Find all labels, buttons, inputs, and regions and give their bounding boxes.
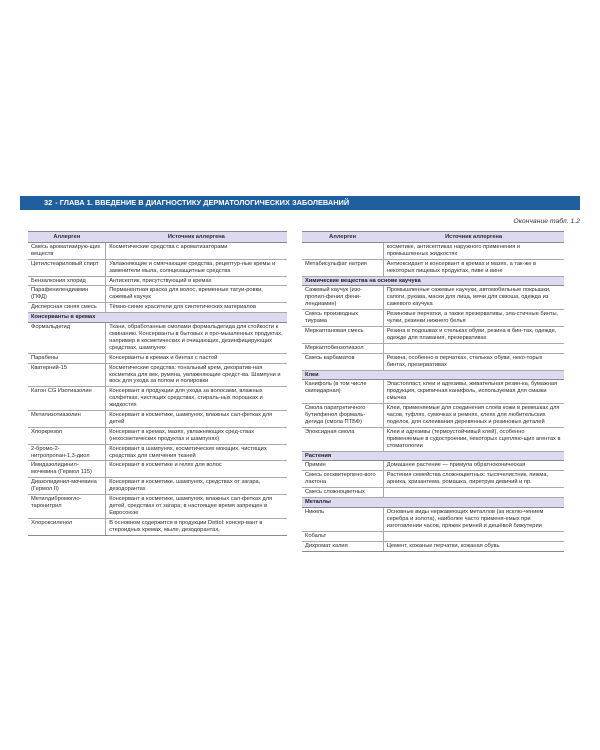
allergen-cell: Кватерний-15 <box>28 363 106 387</box>
source-cell: Ткани, обработанные смолами формальдегида для стойкости к сминанию. Консерванты в бытовых и про-мышленных продуктах, например в косметических и очищающих, дезинфицирующих средствах, шампунях <box>106 323 287 354</box>
source-cell: Резина, особенно в перчатках, стельках обуви, неко-торых бинтах, презервативах <box>383 353 564 370</box>
allergen-table-right-body <box>302 242 564 551</box>
source-cell: Домашнее растение — примула обратноконическая <box>383 461 564 471</box>
allergen-cell: Цетилстеариловый спирт <box>28 259 106 276</box>
allergen-cell: Кобальт <box>302 531 383 541</box>
source-cell: Клеи, применяемые для соединения слоёв кожи в ремешках для часов, туфлях, сумочках и ремнях, клеях для любительских поделок, для склеивания деревянных и резиновых деталей <box>383 404 564 428</box>
allergen-table-left <box>28 231 287 536</box>
allergen-cell: Хлороксиленол <box>28 518 106 535</box>
table-row <box>302 380 564 404</box>
table-row <box>28 518 287 535</box>
table-row <box>28 242 287 259</box>
table-row <box>28 387 287 411</box>
table-row <box>302 310 564 327</box>
allergen-cell: Смола паратретичного бутилфенол формаль-дегида (смола ПТБФ) <box>302 404 383 428</box>
table-row <box>28 276 287 286</box>
table-row <box>28 259 287 276</box>
section-title: Растения <box>302 451 564 461</box>
source-cell: Антисептик, присутствующий в кремах <box>106 276 287 286</box>
column-header-allergen: Аллерген <box>28 232 106 243</box>
source-cell: Консервант в косметике и гелях для волос <box>106 461 287 478</box>
allergen-cell: Метилизотиазолин <box>28 411 106 428</box>
allergen-cell: Диазолидинил-мочевина (Гермол II) <box>28 478 106 495</box>
allergen-cell: Дихромат калия <box>302 541 383 551</box>
source-cell: Консерванты в кремах и бинтах с пастой <box>106 353 287 363</box>
allergen-cell: Канифоль (в том числе скипидарная) <box>302 380 383 404</box>
table-row <box>302 242 564 259</box>
table-continuation-caption: Окончание табл. 1.2 <box>513 218 580 225</box>
chapter-title: - ГЛАВА 1. ВВЕДЕНИЕ В ДИАГНОСТИКУ ДЕРМАТОЛОГИЧЕСКИХ ЗАБОЛЕВАНИЙ <box>55 198 350 207</box>
table-row <box>302 531 564 541</box>
section-row <box>302 370 564 380</box>
section-row <box>302 276 564 286</box>
source-cell: В основном содержится в продукции Dettol: консер-вант в стероидных кремах, мыле, дезодорантах, <box>106 518 287 535</box>
table-row <box>28 444 287 461</box>
source-cell <box>383 343 564 353</box>
table-row <box>302 508 564 532</box>
source-cell: Резиновые перчатки, а также презервативы, эла-стичные бинты, чулки, резинки нижнего белья <box>383 310 564 327</box>
allergen-table-left-body <box>28 242 287 535</box>
table-header-row <box>28 232 287 243</box>
allergen-cell: Эпоксидная смола <box>302 427 383 451</box>
table-row <box>28 427 287 444</box>
allergen-cell: Смесь производных тиурама <box>302 310 383 327</box>
allergen-cell: Парафенилендиамин (ПФД) <box>28 286 106 303</box>
table-row <box>28 411 287 428</box>
allergen-cell: 2-бромо-2-нитропропан-1,3-диол <box>28 444 106 461</box>
allergen-cell: Смесь ароматизирую-щих веществ <box>28 242 106 259</box>
allergen-cell: Примин <box>302 461 383 471</box>
allergen-cell: Смесь сложноцветных <box>302 488 383 498</box>
source-cell: Консервант в косметике, шампунях, средствах от загара, дезодорантах <box>106 478 287 495</box>
column-header-source: Источник аллергена <box>383 232 564 243</box>
source-cell: Консервант в кремах, мазях, увлажняющих сред-ствах (нехосметических продуктах и шампунях) <box>106 427 287 444</box>
section-title: Консерванты в кремах <box>28 313 287 323</box>
allergen-cell: Имидазолидинил-мочевина (Гермол 115) <box>28 461 106 478</box>
source-cell: Консервант в косметике, шампунях, влажных сал-фетках для детей, средствах от загара; в настоящее время запрещен в Евросоюзе <box>106 495 287 519</box>
table-row <box>302 326 564 343</box>
source-cell: Растения семейства сложноцветных: тысячелистник, пижма, арника, хризантема, ромашка, пиретрум девичий и пр. <box>383 471 564 488</box>
allergen-cell: Хлоркрезол <box>28 427 106 444</box>
source-cell: Эластопласт, клеи и адгезивы, живательная резин-ка, бумажная продукция, скрипичная канифоль, используемая для смазки смычка <box>383 380 564 404</box>
source-cell <box>383 531 564 541</box>
allergen-cell: Бензалкония хлорид <box>28 276 106 286</box>
source-cell: Косметические средства: тональный крем, декоратив-ная косметика для век, румяна, увлажняющие средст-ва. Шампуни и воск для ухода за полом и полировки <box>106 363 287 387</box>
source-cell: Тёмно-синие красители для синтетических материалов <box>106 303 287 313</box>
source-cell: Основные виды нержавеющих металлов (за исклю-чением серебра и золота), наиболее часто применя-емых при изготовлении часов, пряжек ремней и дешёвой бижутерии <box>383 508 564 532</box>
source-cell: Промышленные сажевые каучуки, автомобильные покрышки, сапоги, рукава, маски для лица, мячи для сквоша, одежда из сажевого каучука <box>383 286 564 310</box>
allergen-table-right <box>302 231 564 552</box>
table-row <box>28 363 287 387</box>
section-row <box>28 313 287 323</box>
table-header-row <box>302 232 564 243</box>
allergen-cell: Метабисульфат натрия <box>302 259 383 276</box>
table-row <box>302 471 564 488</box>
allergen-cell: Меркаптобензотиазол <box>302 343 383 353</box>
source-cell: Консервант в шампунях, косметических моющих, чистящих средствах для смягчения тканей <box>106 444 287 461</box>
section-title: Химические вещества на основе каучука <box>302 276 564 286</box>
source-cell: Резина в подошвах и стельках обуви, резина в бин-тах, одежде, одежде для плавания, презервативах <box>383 326 564 343</box>
table-row <box>28 478 287 495</box>
allergen-cell: Смесь карбаматов <box>302 353 383 370</box>
column-header-allergen: Аллерген <box>302 232 383 243</box>
allergen-cell <box>302 242 383 259</box>
allergen-cell: Смесь сесквитерпено-вого лактона <box>302 471 383 488</box>
source-cell: Консервант в косметике, шампунях, влажных сал-фетках для детей <box>106 411 287 428</box>
table-row <box>28 286 287 303</box>
table-row <box>28 495 287 519</box>
table-row <box>28 461 287 478</box>
allergen-cell: Никель <box>302 508 383 532</box>
section-row <box>302 451 564 461</box>
source-cell <box>383 488 564 498</box>
allergen-cell: Катон CG Изотиазолин <box>28 387 106 411</box>
source-cell: Увлажняющие и смягчающие средства, рецептур-ные кремы и заменители мыла, солнцезащитные средства <box>106 259 287 276</box>
page-number: 32 <box>44 198 53 207</box>
table-row <box>302 353 564 370</box>
section-row <box>302 498 564 508</box>
allergen-cell: Парабены <box>28 353 106 363</box>
column-header-source: Источник аллергена <box>106 232 287 243</box>
table-row <box>28 323 287 354</box>
allergen-cell: Сажевый каучук (изо-пропил-фенил фени-лендиамин) <box>302 286 383 310</box>
table-row <box>302 404 564 428</box>
table-row <box>302 427 564 451</box>
table-row <box>302 343 564 353</box>
table-row <box>28 303 287 313</box>
source-cell: Цемент, кожаные перчатки, кожаная обувь <box>383 541 564 551</box>
table-row <box>302 259 564 276</box>
source-cell: Антиоксидант и консервант в кремах и мазях, а так-же в некоторых пищевых продуктах, пиве и вине <box>383 259 564 276</box>
allergen-cell: Меркаптановая смесь <box>302 326 383 343</box>
table-row <box>302 286 564 310</box>
allergen-cell: Дисперсная синяя смесь <box>28 303 106 313</box>
source-cell: Клеи и адгезивы (термоустойчивый клей), особенно применяемые в судостроении, некоторых сцепляю-щих агентах в стоматологии <box>383 427 564 451</box>
source-cell: Перманентная краска для волос, временные татуи-ровки, сажевый каучук <box>106 286 287 303</box>
table-row <box>302 461 564 471</box>
section-title: Клеи <box>302 370 564 380</box>
source-cell: косметике, антисептиках наружного применения и промышленных жидкостях <box>383 242 564 259</box>
section-title: Металлы <box>302 498 564 508</box>
source-cell: Консервант в продукции для ухода за волосами, влажных салфетках, чистящих средствах, стираль-ных порошках и жидкостях <box>106 387 287 411</box>
allergen-cell: Формальдегид <box>28 323 106 354</box>
source-cell: Косметические средства с ароматизаторами <box>106 242 287 259</box>
table-row <box>302 488 564 498</box>
table-row <box>302 541 564 551</box>
table-row <box>28 353 287 363</box>
allergen-cell: Метилдибромогло-таронитрил <box>28 495 106 519</box>
chapter-header-bar <box>20 196 580 210</box>
